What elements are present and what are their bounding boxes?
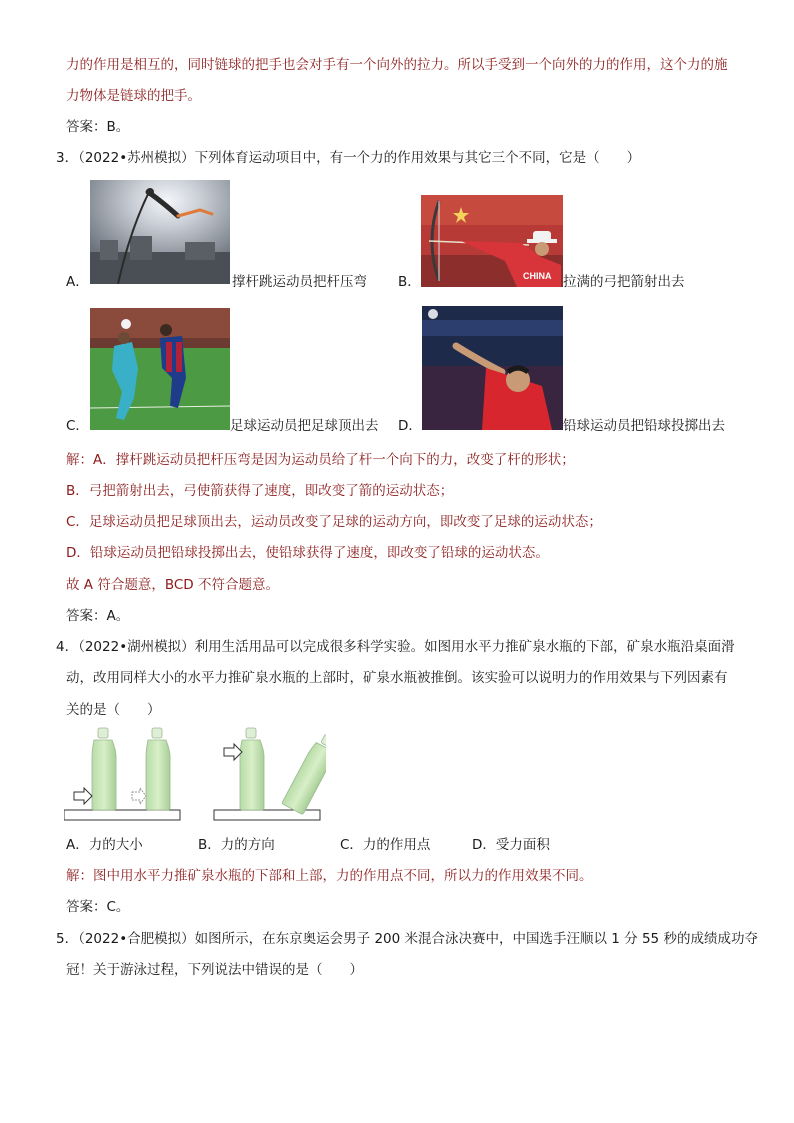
answer-line: 答案：B。 <box>66 119 130 135</box>
option-b-caption: 拉满的弓把箭射出去 <box>563 274 685 290</box>
bottle-experiment-figure <box>64 726 326 824</box>
solution-line: 解：图中用水平力推矿泉水瓶的下部和上部，力的作用点不同，所以力的作用效果不同。 <box>66 868 593 884</box>
question-4-stem-line1: 4．（2022•湖州模拟）利用生活用品可以完成很多科学实验。如图用水平力推矿泉水瓶的下部，矿泉水瓶沿桌面滑 <box>56 639 735 655</box>
archery-photo <box>421 195 563 287</box>
answer-line: 答案：A。 <box>66 608 130 624</box>
option-b-label: B． <box>398 274 421 290</box>
option-d-label: D． <box>398 418 422 434</box>
solution-conclusion: 故 A 符合题意，BCD 不符合题意。 <box>66 577 279 593</box>
pole-vault-photo <box>90 180 230 284</box>
option-a-caption: 撑杆跳运动员把杆压弯 <box>232 274 367 290</box>
option-c-caption: 足球运动员把足球顶出去 <box>230 418 379 434</box>
question-4-stem-line2: 动，改用同样大小的水平力推矿泉水瓶的上部时，矿泉水瓶被推倒。该实验可以说明力的作用效果与下列因素有 <box>66 670 728 686</box>
solution-line-d: D．铅球运动员把铅球投掷出去，使铅球获得了速度，即改变了铅球的运动状态。 <box>66 545 549 561</box>
option-c-label: C． <box>66 418 89 434</box>
solution-text-line: 力物体是链球的把手。 <box>66 88 201 104</box>
question-4-stem-line3: 关的是（ ） <box>66 702 161 718</box>
option-a: A．力的大小 <box>66 837 143 853</box>
option-d: D．受力面积 <box>472 837 550 853</box>
solution-text-line: 力的作用是相互的，同时链球的把手也会对手有一个向外的拉力。所以手受到一个向外的力的作用，这个力的施 <box>66 57 728 73</box>
jersey-text: CHINA <box>523 271 552 281</box>
option-d-caption: 铅球运动员把铅球投掷出去 <box>563 418 725 434</box>
question-3-stem: 3．（2022•苏州模拟）下列体育运动项目中，有一个力的作用效果与其它三个不同，它是（ ） <box>56 150 641 166</box>
solution-line-a: 解：A．撑杆跳运动员把杆压弯是因为运动员给了杆一个向下的力，改变了杆的形状； <box>66 452 575 468</box>
question-5-stem-line2: 冠！关于游泳过程，下列说法中错误的是（ ） <box>66 962 363 978</box>
option-b: B．力的方向 <box>198 837 275 853</box>
option-c: C．力的作用点 <box>340 837 431 853</box>
option-a-label: A． <box>66 274 89 290</box>
answer-line: 答案：C。 <box>66 899 130 915</box>
solution-line-b: B．弓把箭射出去，弓使箭获得了速度，即改变了箭的运动状态； <box>66 483 454 499</box>
shot-put-photo <box>422 306 563 430</box>
solution-line-c: C．足球运动员把足球顶出去，运动员改变了足球的运动方向，即改变了足球的运动状态； <box>66 514 602 530</box>
question-5-stem-line1: 5．（2022•合肥模拟）如图所示，在东京奥运会男子 200 米混合泳决赛中，中国选手汪顺以 1 分 55 秒的成绩成功夺 <box>56 931 758 947</box>
soccer-header-photo <box>90 308 230 430</box>
